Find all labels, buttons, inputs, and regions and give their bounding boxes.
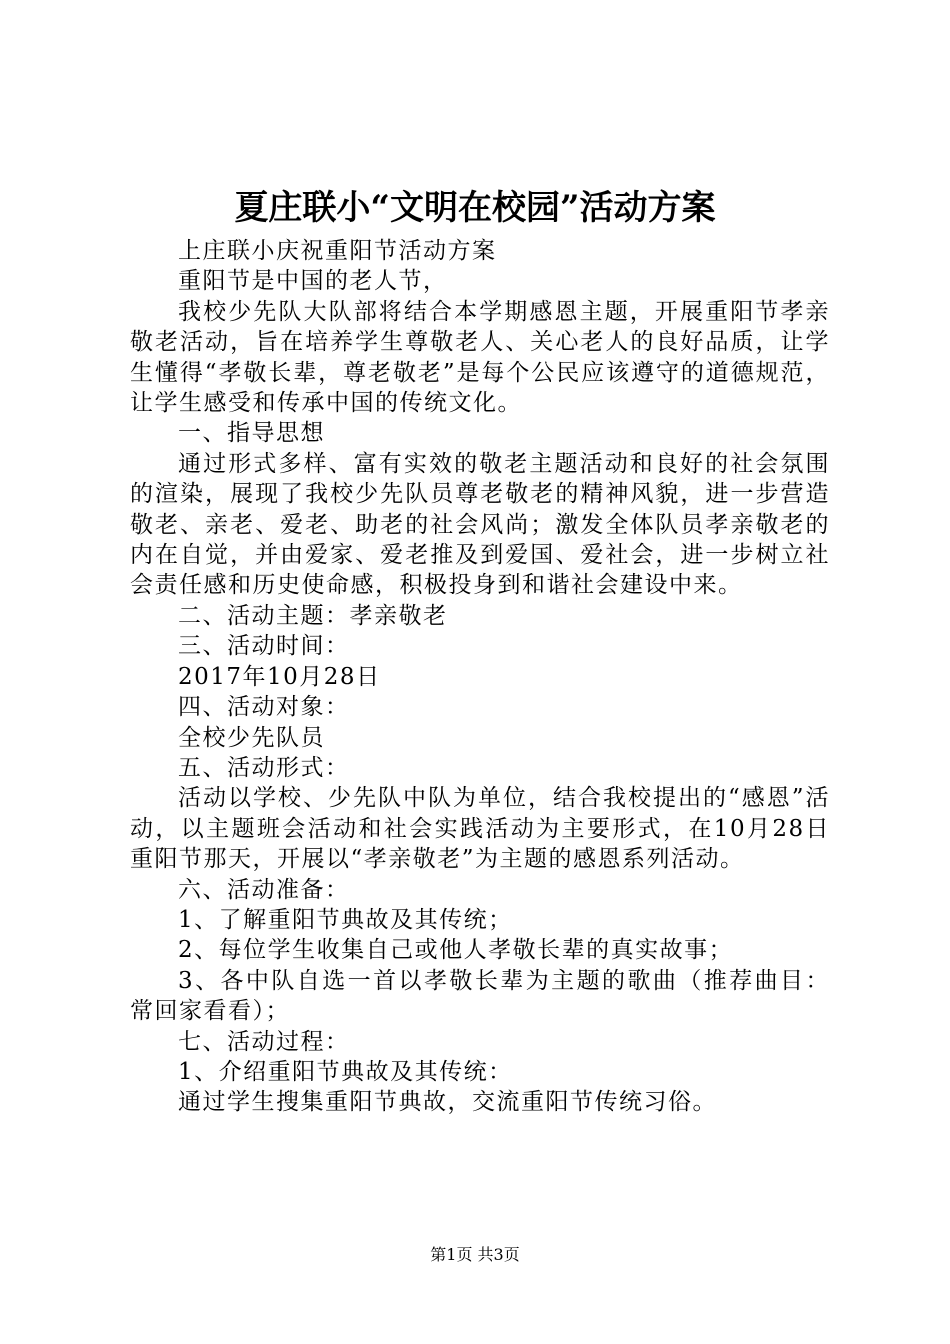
document-title: 夏庄联小“文明在校园”活动方案 [234, 188, 716, 228]
paragraph-process-1-detail: 通过学生搜集重阳节典故，交流重阳节传统习俗。 [178, 1089, 717, 1116]
section-heading-form: 五、活动形式： [178, 754, 350, 781]
document-body [130, 236, 830, 1118]
list-item-process-1: 1、介绍重阳节典故及其传统： [178, 1058, 513, 1085]
page-footer: 第1页 共3页 [430, 1245, 520, 1264]
list-item-preparation-2: 2、每位学生收集自己或他人孝敬长辈的真实故事； [178, 937, 734, 964]
paragraph-intro: 重阳节是中国的老人节， [178, 268, 448, 295]
list-item-preparation-1: 1、了解重阳节典故及其传统； [178, 906, 513, 933]
section-heading-guiding-thought: 一、指导思想 [178, 420, 325, 447]
paragraph-subtitle: 上庄联小庆祝重阳节活动方案 [178, 238, 497, 264]
paragraph-purpose: 我校少先队大队部将结合本学期感恩主题，开展重阳节孝亲敬老活动，旨在培养学生尊敬老人、关心老人的良好品质，让学生懂得“孝敬长辈，尊老敬老”是每个公民应该遵守的道德规范，让学生感受和传承中国的传统文化。 [130, 298, 830, 417]
paragraph-form: 活动以学校、少先队中队为单位，结合我校提出的“感恩”活动，以主题班会活动和社会实践活动为主要形式，在10月28日重阳节那天，开展以“孝亲敬老”为主题的感恩系列活动。 [130, 785, 830, 873]
section-heading-time: 三、活动时间： [178, 633, 350, 660]
paragraph-guiding-thought: 通过形式多样、富有实效的敬老主题活动和良好的社会氛围的渲染，展现了我校少先队员尊老敬老的精神风貌，进一步营造敬老、亲老、爱老、助老的社会风尚；激发全体队员孝亲敬老的内在自觉，并由爱家、爱老推及到爱国、爱社会，进一步树立社会责任感和历史使命感，积极投身到和谐社会建设中来。 [130, 450, 830, 599]
paragraph-time-value: 2017年10月28日 [178, 663, 381, 690]
paragraph-audience-value: 全校少先队员 [178, 724, 325, 751]
section-heading-process: 七、活动过程： [178, 1028, 350, 1055]
section-heading-preparation: 六、活动准备： [178, 876, 350, 903]
list-item-preparation-3: 3、各中队自选一首以孝敬长辈为主题的歌曲（推荐曲目：常回家看看）； [130, 967, 830, 1025]
section-heading-theme: 二、活动主题：孝亲敬老 [178, 602, 448, 629]
section-heading-audience: 四、活动对象： [178, 694, 350, 721]
